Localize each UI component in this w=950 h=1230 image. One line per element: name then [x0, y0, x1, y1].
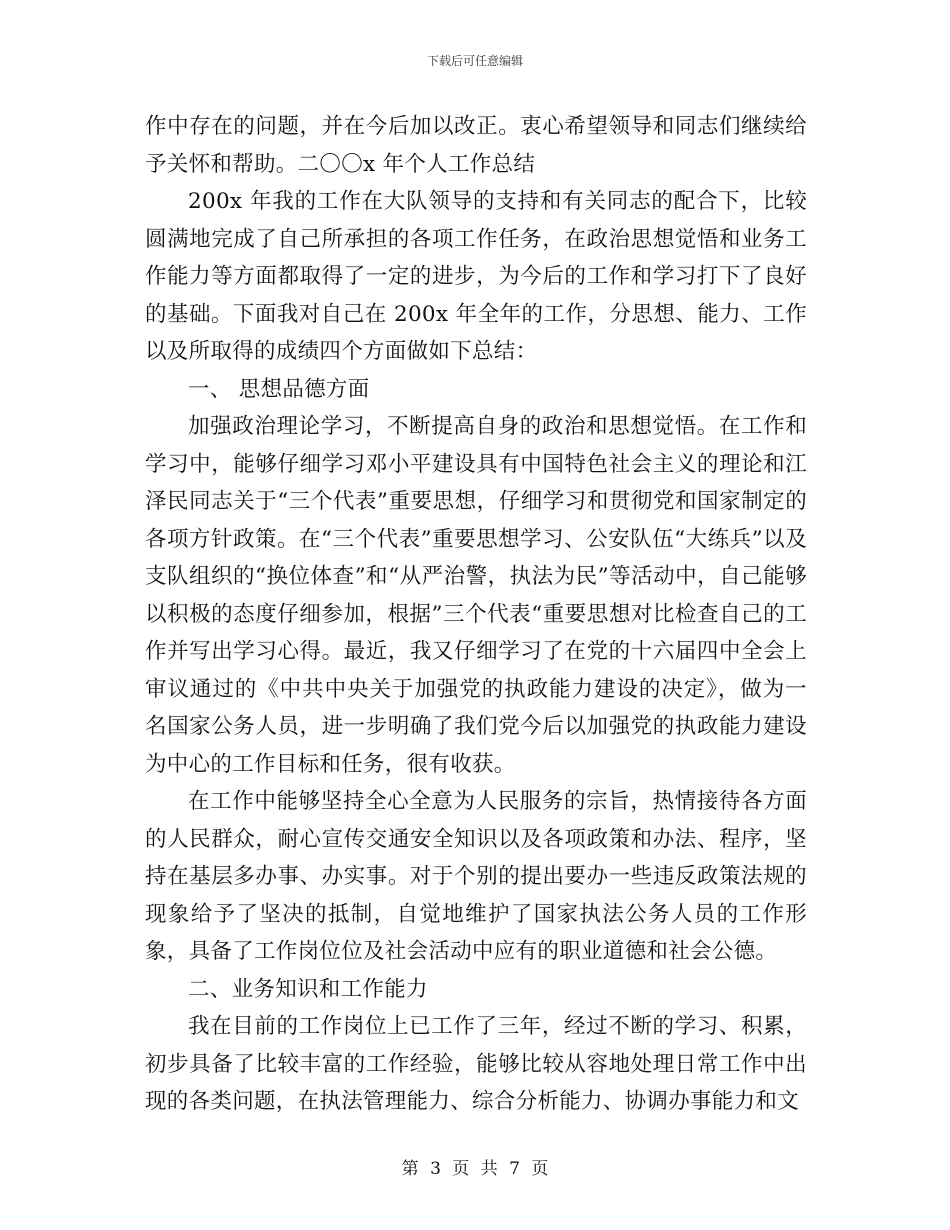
document-body	[145, 108, 807, 1121]
paragraph-2: 200x 年我的工作在大队领导的支持和有关同志的配合下，比较圆满地完成了自己所承担的各项工作任务，在政治思想觉悟和业务工作能力等方面都取得了一定的进步，为今后的工作和学习打下了良好的基础。下面我对自己在 200x 年全年的工作，分思想、能力、工作以及所取得的成绩四个方面做如下总结：	[145, 189, 807, 364]
page-number-footer: 第 3 页 共 7 页	[401, 1159, 549, 1179]
section-heading-1: 一、 思想品德方面	[188, 376, 370, 402]
paragraph-3: 加强政治理论学习，不断提高自身的政治和思想觉悟。在工作和学习中，能够仔细学习邓小平建设具有中国特色社会主义的理论和江泽民同志关于“三个代表”重要思想，仔细学习和贯彻党和国家制定的各项方针政策。在“三个代表”重要思想学习、公安队伍“大练兵”以及支队组织的“换位体查”和“从严治警，执法为民”等活动中，自己能够以积极的态度仔细参加，根据”三个代表“重要思想对比检查自己的工作并写出学习心得。最近，我又仔细学习了在党的十六届四中全会上审议通过的《中共中央关于加强党的执政能力建设的决定》，做为一名国家公务人员，进一步明确了我们党今后以加强党的执政能力建设为中心的工作目标和任务，很有收获。	[145, 414, 807, 777]
page-header-note: 下载后可任意编辑	[426, 54, 523, 68]
paragraph-1: 作中存在的问题，并在今后加以改正。衷心希望领导和同志们继续给予关怀和帮助。二〇〇x 年个人工作总结	[145, 114, 807, 177]
section-heading-2: 二、业务知识和工作能力	[188, 976, 428, 1002]
paragraph-5: 我在目前的工作岗位上已工作了三年，经过不断的学习、积累，初步具备了比较丰富的工作经验，能够比较从容地处理日常工作中出现的各类问题，在执法管理能力、综合分析能力、协调办事能力和文	[145, 1014, 807, 1114]
paragraph-4: 在工作中能够坚持全心全意为人民服务的宗旨，热情接待各方面的人民群众，耐心宣传交通安全知识以及各项政策和办法、程序，坚持在基层多办事、办实事。对于个别的提出要办一些违反政策法规的现象给予了坚决的抵制，自觉地维护了国家执法公务人员的工作形象，具备了工作岗位位及社会活动中应有的职业道德和社会公德。	[145, 789, 807, 964]
